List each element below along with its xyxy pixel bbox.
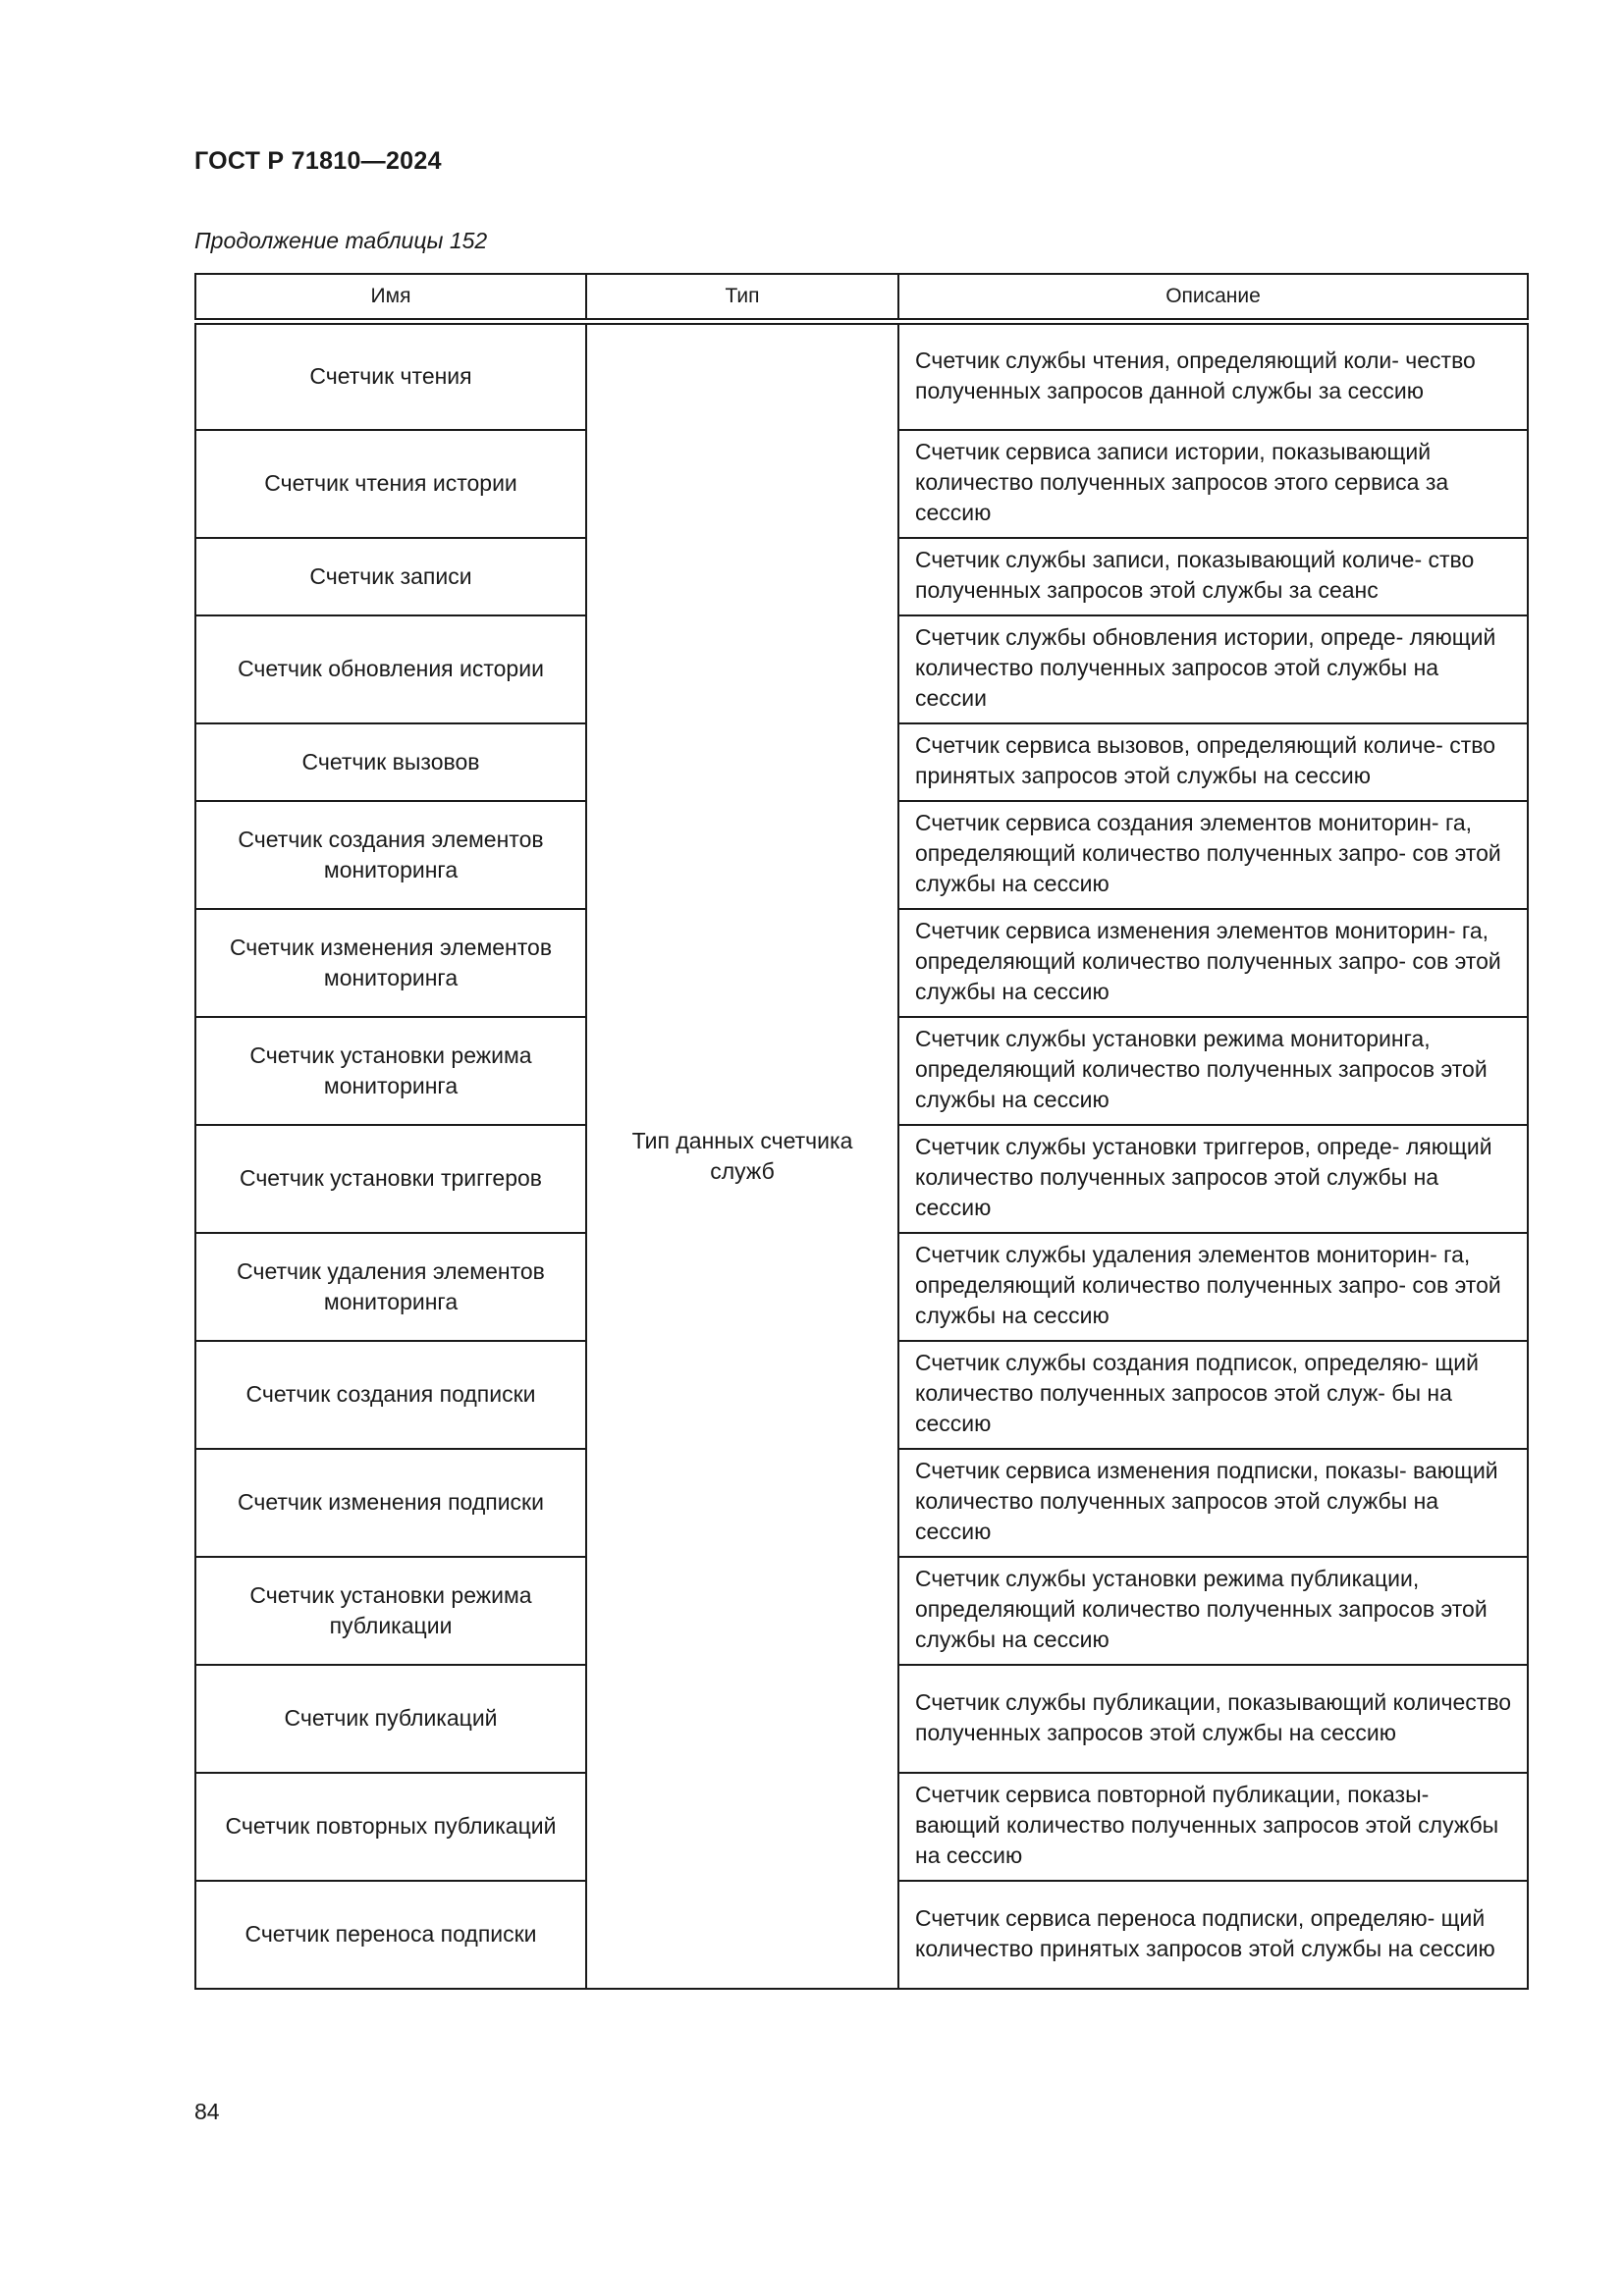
row-description: Счетчик службы установки режима мониторинга, определяющий количество полученных запросов этой службы на сессию: [898, 1017, 1528, 1125]
row-description: Счетчик сервиса записи истории, показывающий количество полученных запросов этого сервиса за сессию: [898, 430, 1528, 538]
row-name: Счетчик повторных публикаций: [195, 1773, 586, 1881]
row-name: Счетчик записи: [195, 538, 586, 615]
row-name: Счетчик изменения подписки: [195, 1449, 586, 1557]
row-name: Счетчик обновления истории: [195, 615, 586, 723]
row-description: Счетчик службы записи, показывающий количе- ство полученных запросов этой службы за сеанс: [898, 538, 1528, 615]
table-header-row: [195, 274, 1528, 322]
row-description: Счетчик службы удаления элементов мониторин- га, определяющий количество полученных запро- сов этой службы на сессию: [898, 1233, 1528, 1341]
row-description: Счетчик службы чтения, определяющий коли- чество полученных запросов данной службы за сессию: [898, 322, 1528, 430]
row-name: Счетчик установки триггеров: [195, 1125, 586, 1233]
column-header-description: Описание: [898, 274, 1528, 322]
row-name: Счетчик установки режима публикации: [195, 1557, 586, 1665]
column-header-type: Тип: [586, 274, 898, 322]
row-description: Счетчик службы установки триггеров, опреде- ляющий количество полученных запросов этой службы на сессию: [898, 1125, 1528, 1233]
row-name: Счетчик создания элементов мониторинга: [195, 801, 586, 909]
row-type-merged: Тип данных счетчика служб: [586, 322, 898, 1989]
row-name: Счетчик изменения элементов мониторинга: [195, 909, 586, 1017]
table-caption: Продолжение таблицы 152: [194, 228, 488, 253]
row-description: Счетчик сервиса изменения подписки, показы- вающий количество полученных запросов этой службы на сессию: [898, 1449, 1528, 1557]
column-header-name: Имя: [195, 274, 586, 322]
row-description: Счетчик службы установки режима публикации, определяющий количество полученных запросов этой службы на сессию: [898, 1557, 1528, 1665]
page-number: 84: [194, 2099, 220, 2124]
table-row: [195, 322, 1528, 430]
row-description: Счетчик сервиса повторной публикации, показы- вающий количество полученных запросов этой службы на сессию: [898, 1773, 1528, 1881]
document-header: ГОСТ Р 71810—2024: [194, 147, 442, 175]
row-name: Счетчик установки режима мониторинга: [195, 1017, 586, 1125]
row-description: Счетчик службы создания подписок, определяю- щий количество полученных запросов этой служ- бы на сессию: [898, 1341, 1528, 1449]
row-name: Счетчик переноса подписки: [195, 1881, 586, 1989]
row-description: Счетчик сервиса изменения элементов мониторин- га, определяющий количество полученных запро- сов этой службы на сессию: [898, 909, 1528, 1017]
row-name: Счетчик удаления элементов мониторинга: [195, 1233, 586, 1341]
row-description: Счетчик службы публикации, показывающий количество полученных запросов этой службы на сессию: [898, 1665, 1528, 1773]
row-name: Счетчик создания подписки: [195, 1341, 586, 1449]
row-description: Счетчик службы обновления истории, опреде- ляющий количество полученных запросов этой службы на сессии: [898, 615, 1528, 723]
row-description: Счетчик сервиса вызовов, определяющий количе- ство принятых запросов этой службы на сессию: [898, 723, 1528, 801]
row-name: Счетчик вызовов: [195, 723, 586, 801]
row-description: Счетчик сервиса переноса подписки, определяю- щий количество принятых запросов этой службы на сессию: [898, 1881, 1528, 1989]
counters-table: [194, 273, 1529, 1990]
row-description: Счетчик сервиса создания элементов мониторин- га, определяющий количество полученных запро- сов этой службы на сессию: [898, 801, 1528, 909]
row-name: Счетчик публикаций: [195, 1665, 586, 1773]
row-name: Счетчик чтения истории: [195, 430, 586, 538]
row-name: Счетчик чтения: [195, 322, 586, 430]
